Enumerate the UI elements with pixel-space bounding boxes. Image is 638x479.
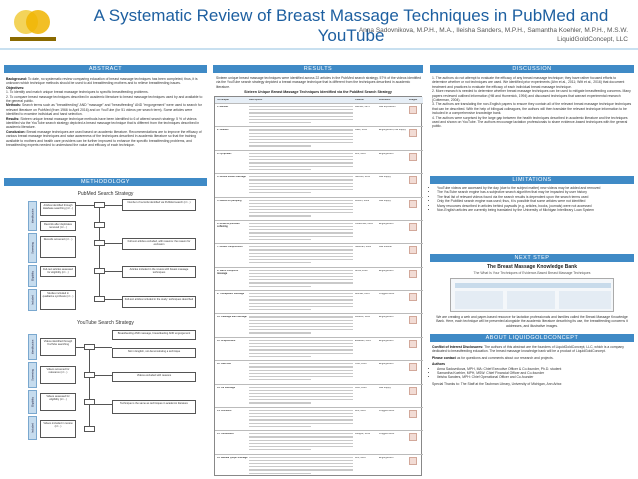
connector: [105, 205, 122, 206]
author-item: • Samantha Koehler, MPH, MSW: Chief Financial Officer and Co-founder: [437, 371, 632, 375]
connector: [89, 405, 90, 426]
technique-name: 1. Marmet: [217, 106, 229, 108]
description-line: [249, 239, 311, 240]
technique-description: [249, 410, 353, 429]
technique-image-icon: [409, 176, 417, 184]
description-line: [249, 286, 311, 287]
description-line: [249, 393, 353, 394]
table-header-cell: Description: [249, 98, 263, 101]
technique-citation: Lavigne, 2012: [355, 433, 371, 436]
description-line: [249, 366, 353, 367]
technique-name: 7. Breast compression: [217, 246, 243, 249]
limitation-item: • YouTube videos are accessed by the day (due to the subject matter) new videos may be added and removed: [437, 186, 632, 190]
connector: [99, 246, 100, 268]
technique-citation: Chiu, 2010: [355, 363, 367, 366]
technique-description: [249, 363, 353, 382]
table-row: [215, 150, 423, 173]
description-line: [249, 136, 353, 137]
technique-image-icon: [409, 293, 417, 301]
description-line: [249, 373, 353, 374]
flow-box: Videos identified through YouTube searching: [40, 338, 76, 356]
description-line: [249, 416, 353, 417]
technique-indication: Engorgement: [379, 269, 394, 272]
description-line: [249, 469, 353, 470]
flow-box-right: Videos excluded with reasons: [112, 372, 196, 382]
description-line: [249, 229, 353, 230]
flow-box-right: Not in English, not demonstrating a technique: [112, 348, 196, 358]
description-line: [249, 270, 353, 271]
table-row: [215, 313, 423, 336]
description-line: [249, 379, 311, 380]
description-line: [249, 206, 353, 207]
table-row: [215, 407, 423, 430]
table-header-cell: Citation: [355, 98, 364, 101]
count-box: [94, 296, 105, 302]
technique-image-icon: [409, 410, 417, 418]
pubmed-flow-title: PubMed Search Strategy: [77, 191, 134, 197]
description-line: [249, 189, 353, 190]
connector: [95, 347, 112, 348]
description-line: [249, 440, 353, 441]
technique-name: 14. Vibration: [217, 409, 232, 412]
flow-label-included: Included: [28, 416, 37, 440]
table-row: [215, 173, 423, 196]
technique-indication: Engorgement: [379, 222, 394, 225]
author-item: • Anna Sadovnikova, MPH, MA: Chief Executive Officer & Co-founder, Ph.D. student: [437, 367, 632, 371]
flow-label-screening: Screening: [28, 362, 37, 388]
limitations-list: [432, 186, 632, 212]
description-line: [249, 426, 311, 427]
technique-indication: Milk transfer: [379, 246, 393, 249]
count-box: [84, 426, 95, 432]
knowledge-bank-title: The Breast Massage Knowledge Bank: [486, 264, 578, 270]
description-line: [249, 460, 353, 461]
connector: [76, 205, 94, 206]
flow-box: Full-text articles assessed for eligibility (n=...): [40, 266, 76, 277]
description-line: [249, 226, 353, 227]
description-line: [249, 256, 353, 257]
description-line: [249, 293, 353, 294]
description-line: [249, 326, 353, 327]
technique-description: [249, 223, 353, 242]
abstract-heading: ABSTRACT: [4, 65, 207, 73]
flow-label-eligibility: Eligibility: [28, 265, 37, 287]
technique-citation: Kabir, 2011: [355, 129, 367, 132]
connector: [95, 375, 112, 376]
technique-citation: Newman, 2006: [355, 246, 372, 249]
technique-image-icon: [409, 363, 417, 371]
technique-image-icon: [409, 246, 417, 254]
technique-name: 8. Warm compress massage: [217, 269, 239, 275]
technique-indication: Milk supply: [379, 199, 391, 202]
description-line: [249, 376, 353, 377]
technique-name: 12. Gua Sha: [217, 363, 231, 366]
technique-indication: Engorgement: [379, 363, 394, 366]
knowledge-bank-preview: [450, 278, 614, 312]
description-line: [249, 106, 353, 107]
description-line: [249, 296, 353, 297]
technique-image-icon: [409, 340, 417, 348]
description-line: [249, 356, 311, 357]
flow-box: Articles identified through database searching (n=...): [40, 202, 76, 216]
technique-indication: Engorgement: [379, 339, 394, 342]
description-line: [249, 112, 353, 113]
technique-citation: Esfahani, 2015: [355, 339, 371, 342]
technique-indication: Engorgement; low supply: [379, 129, 406, 132]
technique-description: [249, 340, 353, 359]
description-line: [249, 162, 353, 163]
flow-box: Videos assessed for eligibility (n=...): [40, 393, 76, 411]
description-line: [249, 329, 353, 330]
description-line: [249, 443, 353, 444]
technique-image-icon: [409, 223, 417, 231]
technique-description: [249, 316, 353, 335]
description-line: [249, 215, 311, 216]
description-line: [249, 299, 353, 300]
table-header-cell: Indication: [379, 98, 391, 101]
description-line: [249, 320, 353, 321]
flow-box-right: Full-text articles included in the study: techniques described: [122, 296, 196, 308]
connector: [99, 274, 100, 296]
connector: [89, 378, 90, 399]
flow-label-included: Included: [28, 289, 37, 311]
flow-box: Records screened (n=...): [40, 236, 76, 258]
description-line: [249, 276, 353, 277]
technique-indication: Milk expression: [379, 106, 396, 108]
connector: [89, 350, 90, 372]
connector: [95, 404, 112, 405]
flow-label-identification: Identification: [28, 201, 37, 231]
technique-name: 6. Reverse pressure softening: [217, 222, 240, 228]
technique-indication: Plugged ducts: [379, 433, 395, 436]
description-line: [249, 259, 353, 260]
flow-box-right: Number of records identified via PubMed search (n=...): [122, 199, 196, 211]
technique-name: 9. Therapeutic massage: [217, 293, 245, 295]
connector: [76, 347, 84, 348]
knowledge-bank-text: We are creating a web and paper-based resource for lactation professionals and families called the Breast Massage Knowledge Bank. Here, each technique will be presented alongside the academic literature describing its use, the breastfeeding concerns it addresses, and illustrative images.: [436, 315, 628, 328]
knowledge-bank-subtitle: The What Is Your Techniques of Evidence-Based Breast Massage Techniques: [473, 271, 591, 275]
flow-box-right: Articles included in the review with breast massage techniques: [122, 266, 196, 278]
description-line: [249, 212, 353, 213]
description-line: [249, 466, 353, 467]
description-line: [249, 209, 353, 210]
description-line: [249, 119, 353, 120]
technique-indication: Plugged ducts: [379, 293, 395, 295]
flow-label-eligibility: Eligibility: [28, 390, 37, 414]
description-line: [249, 332, 311, 333]
technique-description: [249, 457, 353, 476]
description-line: [249, 279, 353, 280]
technique-image-icon: [409, 153, 417, 161]
flow-box: Studies included in qualitative synthesis (n=...): [40, 290, 76, 310]
technique-citation: Roberts, 1995: [355, 316, 371, 319]
technique-description: [249, 200, 353, 219]
table-row: [215, 337, 423, 360]
table-row: [215, 243, 423, 266]
technique-indication: Milk supply: [379, 386, 391, 389]
table-row: [215, 360, 423, 383]
technique-citation: Arora, 2008: [355, 269, 368, 272]
description-line: [249, 133, 353, 134]
description-line: [249, 129, 353, 130]
technique-description: [249, 106, 353, 125]
description-line: [249, 413, 353, 414]
connector: [105, 243, 122, 244]
technique-citation: Nemoto, 2013: [355, 176, 371, 179]
results-intro: Sixteen unique breast massage techniques were identified across 22 articles in the PubMed search strategy. 57% of the videos identified via the YouTube search strategy depicted a breast massage technique that is different from the techniques described in academic literature.: [216, 76, 422, 89]
description-line: [249, 340, 353, 341]
liquidgold-logo-icon: [4, 4, 62, 44]
technique-citation: Cotterman, 2004: [355, 222, 373, 225]
table-header-cell: Images: [409, 98, 418, 101]
description-line: [249, 236, 353, 237]
technique-citation: Witt, 2016: [355, 409, 366, 412]
author-line: Anna Sadovnikova, M.P.H., M.A., Ileisha Sanders, M.P.H., Samantha Koehler, M.P.H., M.S.W.: [358, 27, 628, 34]
technique-image-icon: [409, 270, 417, 278]
description-line: [249, 399, 353, 400]
table-row: [215, 267, 423, 290]
description-line: [249, 232, 353, 233]
description-line: [249, 179, 353, 180]
limitations-heading: LIMITATIONS: [430, 176, 634, 184]
description-line: [249, 203, 353, 204]
flow-box: Videos screened for relevance (n=...): [40, 366, 76, 384]
description-line: [249, 446, 353, 447]
discussion-body: 1. The authors do not attempt to evaluate the efficacy of any breast massage technique; they have rather focused efforts to determine whether or not techniques are used. We identified prior experiments (Ahn et al., 2011; Witt et al., 2016) that document treatment and practices to evaluate the efficacy of each individual breast massage technique. 2. More research is needed to determine whether breast massage techniques can be used to mitigate breastfeeding concerns. Many papers reviewed outlined information (Hill and Humenick, 1994) and discussed techniques that warrant experimental research (Cotterman, 2004). 3. The authors are translating the non-English papers to ensure they contain all of the relevant breast massage technique techniques that can be described. With the help of bilingual colleagues, the authors will then translate the relevant technique information to be included in a comprehensive knowledge bank. 4. The authors were surprised by the large gap between the health techniques described in academic literature and the techniques used and shown on YouTube. The authors encourage lactation professionals to share evidence-based techniques with the general public.: [432, 76, 632, 129]
webpage-preview-icon: [451, 279, 615, 313]
limitation-item: • Non-English articles are currently being translated by the University of Michigan Interlibrary Loan System: [437, 208, 632, 212]
description-line: [249, 200, 353, 201]
technique-name: 11. Acupressure: [217, 339, 236, 342]
technique-indication: Engorgement: [379, 152, 394, 155]
affiliation: LiquidGoldConcept, LLC: [557, 36, 628, 43]
description-line: [249, 153, 353, 154]
technique-image-icon: [409, 457, 417, 465]
flow-box: Videos included in review (n=...): [40, 420, 76, 438]
technique-name: 5. Hands-on pumping: [217, 199, 242, 202]
table-row: [215, 220, 423, 243]
description-line: [249, 145, 311, 146]
technique-image-icon: [409, 387, 417, 395]
technique-name: 3. Lymphatic: [217, 152, 232, 155]
table-row: [215, 126, 423, 149]
description-line: [249, 423, 353, 424]
description-line: [249, 303, 353, 304]
description-line: [249, 363, 353, 364]
connector: [99, 228, 100, 240]
youtube-flow-title: YouTube Search Strategy: [77, 320, 134, 326]
description-line: [249, 346, 353, 347]
technique-citation: Morton, 2009: [355, 199, 370, 202]
table-row: [215, 290, 423, 313]
limitation-item: • The final list of relevant videos found via the search results is dependent upon the search terms used: [437, 195, 632, 199]
flow-box-right: Technique is the same as techniques in academic literature: [112, 400, 196, 414]
description-line: [249, 433, 353, 434]
technique-indication: Plugged ducts: [379, 409, 395, 412]
description-line: [249, 169, 311, 170]
technique-indication: Milk supply: [379, 176, 391, 179]
description-line: [249, 457, 353, 458]
description-line: [249, 396, 353, 397]
discussion-heading: DISCUSSION: [430, 65, 634, 73]
connector: [105, 271, 122, 272]
description-line: [249, 410, 353, 411]
technique-description: [249, 246, 353, 265]
description-line: [249, 249, 353, 250]
description-line: [249, 323, 353, 324]
technique-indication: Engorgement: [379, 316, 394, 319]
description-line: [249, 402, 311, 403]
description-line: [249, 419, 353, 420]
description-line: [249, 309, 311, 310]
results-heading: RESULTS: [213, 65, 423, 73]
technique-name: 15. Ultrasound: [217, 433, 234, 436]
technique-image-icon: [409, 316, 417, 324]
technique-name: 4. Gentle breast massage: [217, 176, 246, 179]
technique-description: [249, 293, 353, 312]
technique-description: [249, 176, 353, 195]
description-line: [249, 449, 311, 450]
technique-name: 2. Oketani: [217, 129, 229, 132]
description-line: [249, 176, 353, 177]
description-line: [249, 116, 353, 117]
technique-description: [249, 153, 353, 172]
description-line: [249, 142, 353, 143]
poster-header: [0, 0, 638, 50]
flow-label-screening: Screening: [28, 233, 37, 263]
techniques-table: [214, 96, 422, 476]
table-title: Sixteen Unique Breast Massage Techniques Identified via the PubMed Search Strategy: [244, 90, 392, 94]
technique-citation: Bolman, 2013: [355, 293, 370, 295]
description-line: [249, 159, 353, 160]
technique-image-icon: [409, 129, 417, 137]
next-step-heading: NEXT STEP: [430, 254, 634, 262]
technique-citation: Kent, 2006: [355, 386, 367, 389]
description-line: [249, 122, 311, 123]
description-line: [249, 192, 311, 193]
technique-image-icon: [409, 106, 417, 114]
connector: [99, 208, 100, 222]
about-body: Conflict of Interest Disclosures: The authors of this abstract are the founders of LiquidGoldConcept, LLC, which is a company dedicated to breastfeeding education. The breast massage knowledge bank will be a product of LiquidGoldConcept. Please contact us for questions and comments about our research and projects. Authors • Anna Sadovnikova, MPH, MA: Chief Executive Officer & Co-founder, Ph.D. student • Samantha Koehler, MPH, MSW: Chief Financial Officer and Co-founder • Ileisha Sanders, MPH: Chief Operational Officer and Co-founder Special Thanks to: The Staff at the Taubman Library, University of Michigan, Ann Arbor.: [432, 345, 632, 386]
technique-image-icon: [409, 200, 417, 208]
description-line: [249, 253, 353, 254]
poster-title: A Systematic Review of Breast Massage Techniques in PubMed and YouTube: [93, 6, 609, 45]
table-header-cell: Technique: [217, 98, 229, 101]
description-line: [249, 282, 353, 283]
author-item: • Ileisha Sanders, MPH: Chief Operational Officer and Co-founder: [437, 375, 632, 379]
methodology-heading: METHODOLOGY: [4, 178, 207, 186]
description-line: [249, 436, 353, 437]
limitation-item: • The YouTube search engine has a subjective search algorithm that may be impacted by user history: [437, 190, 632, 194]
technique-description: [249, 433, 353, 452]
technique-citation: Witt, 2016: [355, 456, 366, 459]
description-line: [249, 246, 353, 247]
connector: [105, 299, 122, 300]
description-line: [249, 109, 353, 110]
technique-indication: Engorgement: [379, 456, 394, 459]
technique-description: [249, 129, 353, 148]
technique-image-icon: [409, 433, 417, 441]
description-line: [249, 473, 311, 474]
technique-description: [249, 387, 353, 406]
technique-name: 10. Cabbage leaf massage: [217, 316, 247, 319]
description-line: [249, 370, 353, 371]
description-line: [249, 186, 353, 187]
limitation-item: • Only the PubMed search engine was used; thus, it is possible that some articles were not identified: [437, 199, 632, 203]
technique-description: [249, 270, 353, 289]
description-line: [249, 139, 353, 140]
technique-name: 16. Manual lymph drainage: [217, 456, 248, 459]
description-line: [249, 166, 353, 167]
flow-box-right: Breastfeeding AND massage, breastfeeding AND engorgement: [112, 330, 196, 340]
table-row: [215, 384, 423, 407]
description-line: [249, 343, 353, 344]
description-line: [249, 306, 353, 307]
table-row: [215, 454, 423, 477]
description-line: [249, 353, 353, 354]
description-line: [249, 223, 353, 224]
table-row: [215, 103, 423, 126]
description-line: [249, 262, 311, 263]
description-line: [249, 316, 353, 317]
description-line: [249, 463, 353, 464]
technique-name: 13. Oil massage: [217, 386, 236, 389]
flow-box-right: Full-text articles excluded, with reasons: the reason for exclusion: [122, 238, 196, 250]
description-line: [249, 349, 353, 350]
technique-citation: Witt, 2016: [355, 152, 366, 155]
flow-label-identification: Identification: [28, 334, 37, 360]
abstract-body: Background: To date, no systematic review comparing education of breast massage techniques has been completed; thus, it is unknown which technique methods should be used to aid breastfeeding mothers and to relieve breastfeeding issues. Objectives: 1. To identify and match unique breast massage techniques to specific breastfeeding problems. 2. To compare breast massage techniques described in academic literature to breast massage techniques used by and available to the general public. Methods: Search terms such as "breastfeeding" AND "massage" and "breastfeeding" AND "engorgement" were used to search for relevant literature on PubMed (from 1966 to April 2016) and on YouTube (for 51 videos per search term). Some articles were identified to examine individual and hand selection. Results: Sixteen unique breast massage technique methods have been identified to 6 of altered search strategy. 5 % of videos identified via the YouTube search strategy depicted a breast massage technique that is different from the techniques described in academic literature. Conclusion: Breast massage techniques are used based on academic literature. Recommendations are to improve the efficacy of various breast massage techniques and raise awareness of the techniques described in academic literature so that the training available to mothers and health care providers can be further improved to enhance the specific breastfeeding problems, and breastfeeding experts needed to understand the value and efficacy of each technique.: [6, 77, 203, 148]
about-heading: ABOUT LIQUIDGOLDCONCEPT: [430, 334, 634, 342]
description-line: [249, 390, 353, 391]
description-line: [249, 387, 353, 388]
table-row: [215, 430, 423, 453]
limitation-item: • Many resources described in articles behind paywalls (e.g. articles, books, journals) were not accessed: [437, 204, 632, 208]
table-row: [215, 197, 423, 220]
flow-box: Records after duplicates removed (n=...): [40, 221, 76, 231]
technique-citation: Marmet, 1979: [355, 106, 370, 108]
description-line: [249, 183, 353, 184]
description-line: [249, 156, 353, 157]
description-line: [249, 273, 353, 274]
